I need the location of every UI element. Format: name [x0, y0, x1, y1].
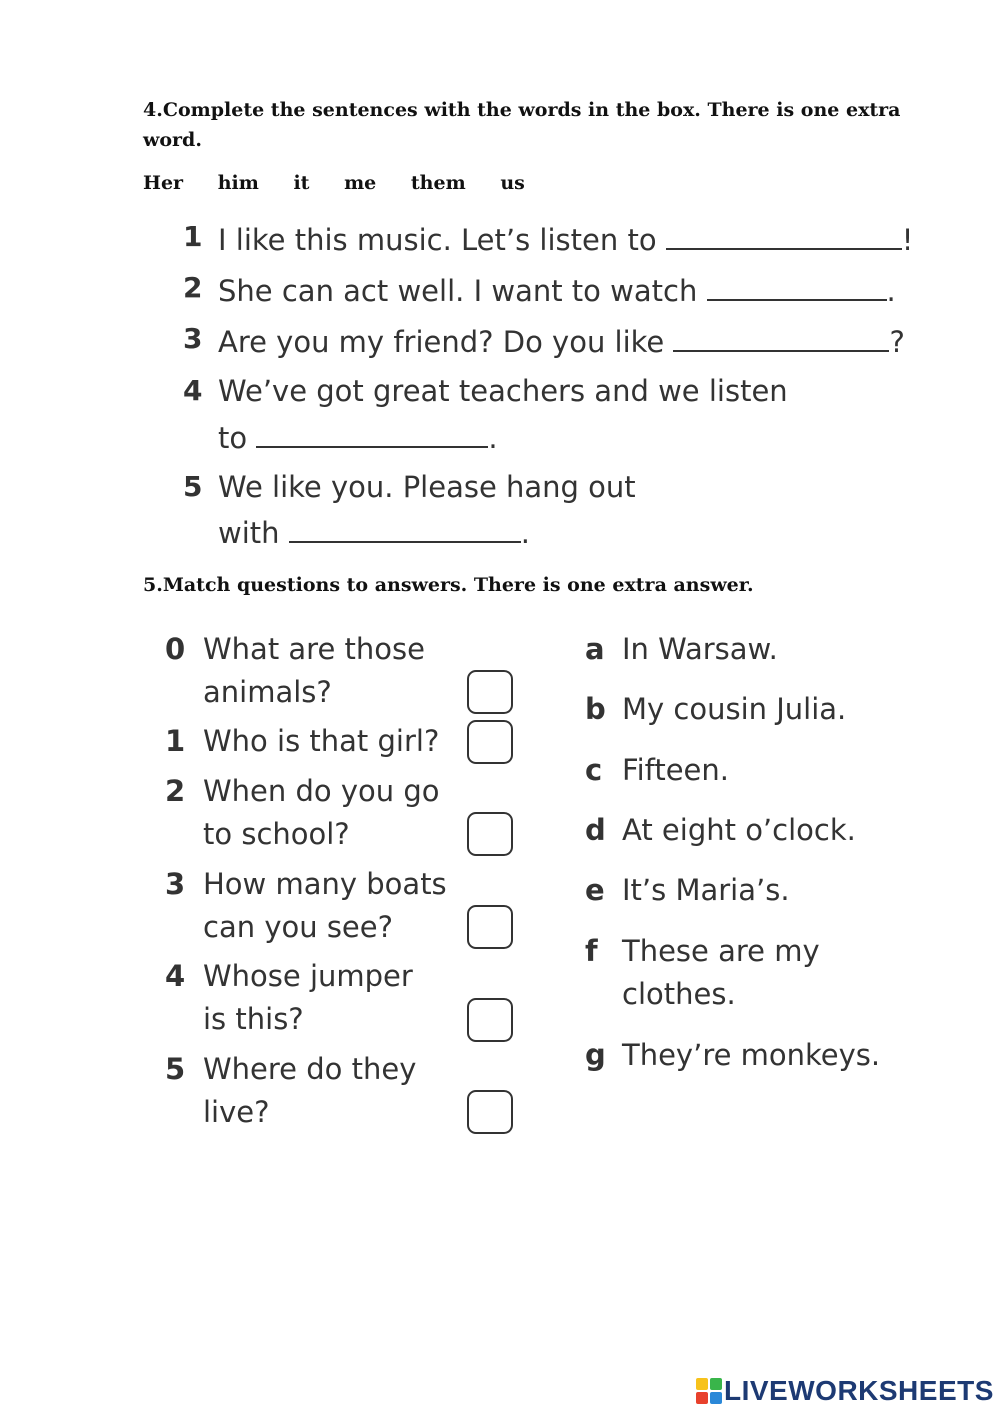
- answer-g: [585, 1034, 880, 1077]
- sentence-text: She can act well. I want to watch: [218, 274, 698, 308]
- word-box-item: Her: [143, 172, 184, 194]
- question-text: When do you go: [203, 774, 440, 808]
- question-text: Whose jumper: [203, 959, 413, 993]
- sentence-3: [218, 322, 905, 359]
- answer-text: In Warsaw.: [622, 632, 778, 666]
- question-5: [165, 1048, 416, 1134]
- sentence-text: Are you my friend? Do you like: [218, 325, 665, 359]
- answer-text: It’s Maria’s.: [622, 873, 790, 907]
- sentence-2: [218, 271, 896, 308]
- sentence-4-line-2: [218, 418, 498, 455]
- logo-text: LIVEWORKSHEETS: [724, 1375, 994, 1406]
- question-0: [165, 628, 425, 714]
- answer-box-5[interactable]: [467, 1090, 513, 1134]
- exercise-5-title: 5.Match questions to answers. There is one extra answer.: [143, 574, 754, 596]
- answer-f: [585, 930, 820, 1016]
- question-1: [165, 720, 439, 763]
- sentence-number: 2: [183, 271, 203, 304]
- answer-text: Fifteen.: [622, 753, 729, 787]
- answer-text: They’re monkeys.: [622, 1038, 881, 1072]
- logo-icon: [696, 1378, 722, 1404]
- sentence-number: 3: [183, 322, 203, 355]
- question-number: 2: [165, 774, 186, 808]
- question-number: 3: [165, 867, 186, 901]
- question-2: [165, 770, 440, 856]
- question-text: How many boats: [203, 867, 447, 901]
- question-text: Who is that girl?: [203, 724, 440, 758]
- sentence-5-line-2: [218, 513, 530, 550]
- word-box-item: me: [344, 172, 377, 194]
- answer-text: My cousin Julia.: [622, 692, 847, 726]
- answer-box-0[interactable]: [467, 670, 513, 714]
- question-number: 1: [165, 724, 186, 758]
- sentence-end: ?: [889, 325, 905, 359]
- sentence-end: .: [886, 274, 896, 308]
- answer-e: [585, 869, 790, 912]
- answer-blank[interactable]: [707, 271, 887, 301]
- sentence-text: with: [218, 516, 280, 550]
- answer-d: [585, 809, 856, 852]
- answer-c: [585, 749, 729, 792]
- question-3: [165, 863, 447, 949]
- answer-blank[interactable]: [666, 220, 902, 250]
- question-text: animals?: [203, 675, 332, 709]
- sentence-number: 4: [183, 374, 203, 407]
- question-4: [165, 955, 413, 1041]
- answer-blank[interactable]: [256, 418, 488, 448]
- answer-a: [585, 628, 778, 671]
- word-box-item: them: [410, 172, 466, 194]
- answer-letter: f: [585, 934, 598, 968]
- question-text: What are those: [203, 632, 425, 666]
- liveworksheets-logo: [696, 1375, 994, 1407]
- answer-b: [585, 688, 846, 731]
- answer-box-3[interactable]: [467, 905, 513, 949]
- answer-letter: d: [585, 813, 606, 847]
- sentence-text: to: [218, 421, 248, 455]
- sentence-5-line-1: We like you. Please hang out: [218, 470, 636, 504]
- answer-letter: g: [585, 1038, 606, 1072]
- answer-letter: c: [585, 753, 603, 787]
- answer-box-1[interactable]: [467, 720, 513, 764]
- answer-blank[interactable]: [289, 513, 521, 543]
- answer-text: clothes.: [622, 977, 736, 1011]
- question-text: live?: [203, 1095, 270, 1129]
- question-text: can you see?: [203, 910, 394, 944]
- exercise-4-title: 4.Complete the sentences with the words in the box. There is one extra word.: [143, 99, 901, 151]
- question-number: 4: [165, 959, 186, 993]
- word-box: [143, 168, 553, 198]
- answer-text: At eight o’clock.: [622, 813, 856, 847]
- word-box-item: it: [293, 172, 310, 194]
- sentence-number: 1: [183, 220, 203, 253]
- question-text: Where do they: [203, 1052, 417, 1086]
- word-box-item: us: [500, 172, 525, 194]
- sentence-4-line-1: We’ve got great teachers and we listen: [218, 374, 788, 408]
- answer-letter: e: [585, 873, 605, 907]
- answer-box-2[interactable]: [467, 812, 513, 856]
- answer-text: These are my: [622, 934, 820, 968]
- answer-letter: b: [585, 692, 606, 726]
- question-number: 0: [165, 632, 186, 666]
- sentence-text: I like this music. Let’s listen to: [218, 223, 657, 257]
- word-box-item: him: [217, 172, 259, 194]
- sentence-number: 5: [183, 470, 203, 503]
- sentence-end: .: [488, 421, 498, 455]
- question-text: is this?: [203, 1002, 304, 1036]
- question-text: to school?: [203, 817, 350, 851]
- sentence-end: .: [520, 516, 530, 550]
- answer-letter: a: [585, 632, 605, 666]
- answer-box-4[interactable]: [467, 998, 513, 1042]
- answer-blank[interactable]: [673, 322, 889, 352]
- question-number: 5: [165, 1052, 186, 1086]
- sentence-1: [218, 220, 913, 257]
- sentence-end: !: [901, 223, 914, 257]
